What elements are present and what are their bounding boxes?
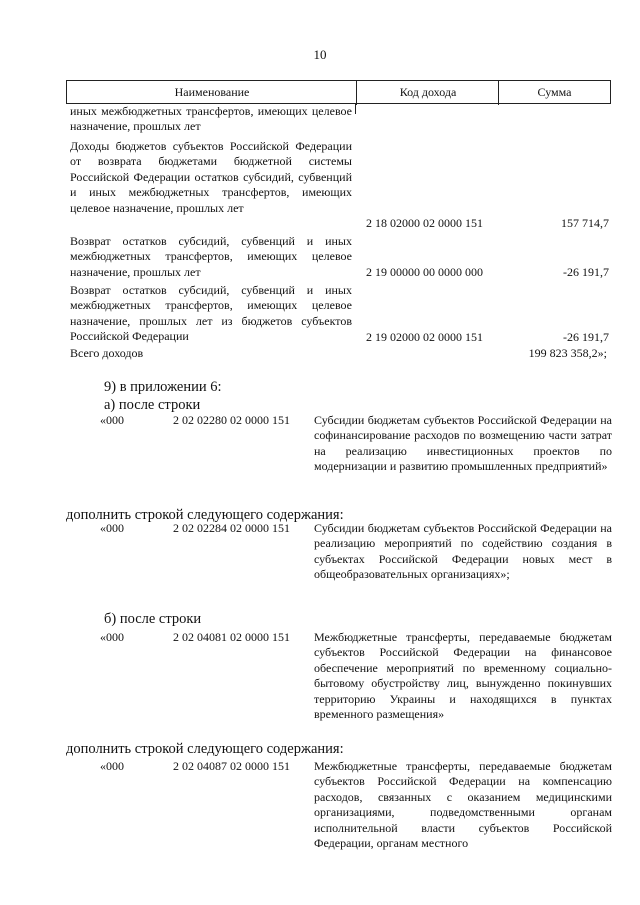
- table-row: [66, 283, 611, 345]
- section-a: а) после строки: [104, 397, 201, 413]
- table-row: [66, 234, 611, 280]
- table-header: [66, 80, 611, 104]
- add-row-heading: дополнить строкой следующего содержания:: [66, 741, 344, 757]
- row-sum: -26 191,7: [563, 329, 609, 344]
- page-number: 10: [313, 47, 327, 62]
- row-name: Возврат остатков субсидий, субвенций и иных межбюджетных трансфертов, имеющих целевое назначение, прошлых лет: [70, 234, 352, 279]
- total-label: Всего доходов: [70, 346, 144, 360]
- entry-code: 2 02 02280 02 0000 151: [173, 413, 290, 427]
- entry-text: Субсидии бюджетам субъектов Российской Федерации на реализацию мероприятий по содействию создания в субъектах Российской Федерации новых мест в общеобразовательных организациях»;: [314, 521, 612, 582]
- row-name: иных межбюджетных трансфертов, имеющих целевое назначение, прошлых лет: [70, 104, 352, 134]
- header-code: Код дохода: [399, 85, 457, 99]
- row-sum: 157 714,7: [561, 215, 609, 230]
- total-sum: 199 823 358,2»;: [528, 346, 607, 360]
- entry-quote: «000: [100, 413, 124, 427]
- entry-quote: «000: [100, 521, 124, 535]
- row-code: 2 18 02000 02 0000 151: [366, 215, 483, 230]
- header-name: Наименование: [174, 85, 250, 99]
- row-code: 2 19 02000 02 0000 151: [366, 329, 483, 344]
- entry-code: 2 02 04087 02 0000 151: [173, 759, 290, 773]
- header-sum: Сумма: [537, 85, 572, 99]
- income-table: [66, 80, 611, 345]
- row-code: 2 19 00000 00 0000 000: [366, 264, 483, 279]
- entry-code: 2 02 02284 02 0000 151: [173, 521, 290, 535]
- row-name: Возврат остатков субсидий, субвенций и иных межбюджетных трансфертов, имеющих целевое назначение, прошлых лет из бюджетов субъектов Российской Федерации: [70, 283, 352, 344]
- row-name: Доходы бюджетов субъектов Российской Федерации от возврата бюджетами бюджетной системы Российской Федерации остатков субсидий, субвенций и иных межбюджетных трансфертов, имеющих целевое назначение, прошлых лет: [70, 139, 352, 215]
- total-row: [70, 346, 611, 361]
- header-divider: [498, 81, 499, 105]
- table-row: [66, 104, 611, 135]
- table-row: [66, 139, 611, 231]
- entry-code: 2 02 04081 02 0000 151: [173, 630, 290, 644]
- section-9: 9) в приложении 6:: [104, 379, 222, 395]
- header-divider: [356, 81, 357, 105]
- section-b: б) после строки: [104, 611, 202, 627]
- entry-quote: «000: [100, 759, 124, 773]
- add-row-heading: дополнить строкой следующего содержания:: [66, 507, 344, 523]
- table-body: [66, 104, 611, 345]
- entry-text: Межбюджетные трансферты, передаваемые бюджетам субъектов Российской Федерации на компенсацию расходов, связанных с оказанием медицинскими организациями, подведомственными органам исполнительной власти субъектов Российской Федерации, органам местного: [314, 759, 612, 851]
- entry-text: Субсидии бюджетам субъектов Российской Федерации на софинансирование расходов по возмещению части затрат на реализацию инвестиционных проектов по модернизации и развитию промышленных предприятий»: [314, 413, 612, 474]
- entry-text: Межбюджетные трансферты, передаваемые бюджетам субъектов Российской Федерации на финансовое обеспечение мероприятий по временному социально-бытовому обустройству лиц, вынужденно покинувших территорию Украины и находящихся в пунктах временного размещения»: [314, 630, 612, 722]
- row-sum: -26 191,7: [563, 264, 609, 279]
- entry-quote: «000: [100, 630, 124, 644]
